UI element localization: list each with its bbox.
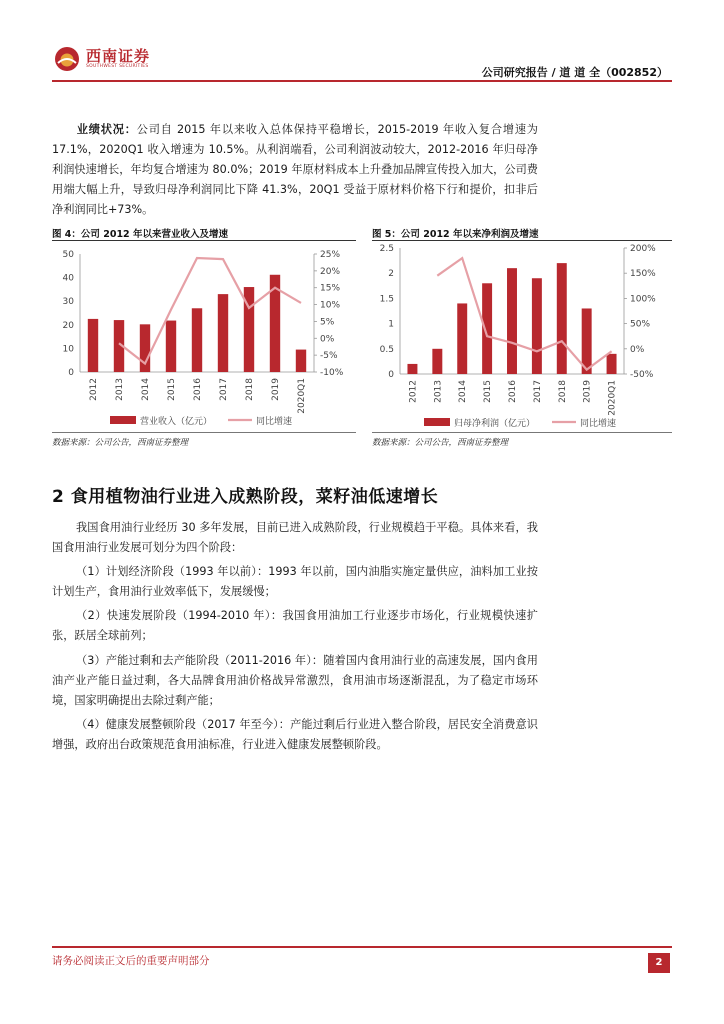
y-left-tick-label: 2 (388, 269, 394, 280)
y-right-tick-label: 15% (320, 283, 341, 294)
fig5-bottom-rule (372, 432, 672, 433)
y-right-tick-label: 200% (630, 244, 656, 254)
y-left-tick-label: 0 (68, 368, 74, 378)
section-paragraph-3: （2）快速发展阶段（1994-2010 年）：我国食用油加工行业逐步市场化，行业规模快速扩张，跃居全球前列； (52, 609, 538, 642)
y-right-tick-label: 0% (630, 344, 645, 355)
company-logo (54, 46, 150, 72)
y-right-tick-label: -10% (320, 368, 344, 378)
bar-2018 (557, 263, 567, 374)
section-heading: 2 食用植物油行业进入成熟阶段，菜籽油低速增长 (52, 487, 439, 507)
logo-name-en: SOUTHWEST SECURITIES (86, 64, 149, 69)
bar-2020Q1 (296, 350, 306, 372)
bar-2020Q1 (607, 354, 617, 374)
y-right-tick-label: 0% (320, 334, 335, 345)
legend-bar-swatch (424, 418, 450, 426)
y-left-tick-label: 50 (62, 250, 74, 260)
y-left-tick-label: 40 (62, 273, 74, 284)
performance-label: 业绩状况： (76, 123, 137, 136)
x-tick-label: 2017 (532, 380, 543, 403)
bar-2012 (407, 364, 417, 374)
fig5-top-rule (372, 240, 672, 241)
legend-line-label: 同比增速 (256, 417, 293, 427)
section-paragraph-5: （4）健康发展整顿阶段（2017 年至今）：产能过剩后行业进入整合阶段，居民安全消费意识增强，政府出台政策规范食用油标准，行业进入健康发展整顿阶段。 (52, 718, 538, 751)
y-left-tick-label: 0.5 (379, 344, 394, 355)
legend-bar-label: 归母净利润（亿元） (454, 419, 536, 429)
x-tick-label: 2013 (115, 378, 125, 401)
y-right-tick-label: 100% (630, 294, 656, 305)
bar-2016 (507, 268, 517, 374)
bar-2012 (88, 319, 98, 372)
net-profit-chart (372, 242, 672, 432)
fig4-title: 图 4：公司 2012 年以来营业收入及增速 (52, 229, 228, 240)
page-number: 2 (648, 953, 670, 973)
bar-2017 (532, 278, 542, 374)
y-right-tick-label: -5% (320, 351, 338, 362)
section-paragraph-4: （3）产能过剩和去产能阶段（2011-2016 年）：随着国内食用油行业的高速发展，国内食用油产业产能日益过剩，各大品牌食用油价格战异常激烈，食用油市场逐渐混乱，为了稳定市场环境，国家明确提出去除过剩产能； (52, 654, 538, 707)
x-tick-label: 2016 (193, 378, 203, 401)
y-left-tick-label: 10 (62, 344, 74, 355)
y-left-tick-label: 0 (388, 370, 394, 380)
y-right-tick-label: 10% (320, 300, 341, 311)
x-tick-label: 2020Q1 (297, 378, 307, 414)
x-tick-label: 2017 (219, 378, 229, 401)
bar-2017 (218, 294, 228, 372)
y-left-tick-label: 20 (62, 320, 74, 331)
x-tick-label: 2012 (408, 380, 419, 403)
revenue-chart (52, 242, 358, 432)
report-title: 公司研究报告 / 道 道 全（002852） (481, 66, 668, 79)
x-tick-label: 2015 (167, 378, 177, 401)
section-paragraph-1: 我国食用油行业经历 30 多年发展，目前已进入成熟阶段，行业规模趋于平稳。具体来看，我国食用油行业发展可划分为四个阶段： (52, 521, 538, 554)
footer-disclaimer: 请务必阅读正文后的重要声明部分 (52, 955, 210, 967)
x-tick-label: 2018 (245, 378, 255, 401)
bar-2013 (432, 349, 442, 374)
logo-emblem-icon (54, 46, 80, 72)
bar-2014 (457, 303, 467, 374)
y-left-tick-label: 30 (62, 297, 74, 308)
fig4-top-rule (52, 240, 356, 241)
y-right-tick-label: 50% (630, 319, 651, 330)
x-tick-label: 2018 (557, 380, 568, 403)
legend-bar-label: 营业收入（亿元） (140, 417, 213, 427)
y-right-tick-label: 25% (320, 250, 341, 260)
fig4-source: 数据来源：公司公告，西南证券整理 (52, 438, 189, 448)
x-tick-label: 2014 (458, 380, 469, 403)
legend-bar-swatch (110, 416, 136, 424)
x-tick-label: 2012 (89, 378, 99, 401)
y-right-tick-label: 20% (320, 266, 341, 277)
bar-2015 (166, 321, 176, 372)
bar-2016 (192, 308, 202, 372)
x-tick-label: 2014 (141, 378, 151, 401)
fig5-source: 数据来源：公司公告，西南证券整理 (372, 438, 509, 448)
x-tick-label: 2015 (483, 380, 494, 403)
legend-line-label: 同比增速 (580, 419, 617, 429)
header-divider (52, 80, 672, 82)
y-left-tick-label: 2.5 (379, 244, 394, 254)
performance-paragraph (52, 120, 538, 220)
y-right-tick-label: 150% (630, 269, 656, 280)
x-tick-label: 2016 (508, 380, 518, 403)
fig5-title: 图 5：公司 2012 年以来净利润及增速 (372, 229, 539, 240)
x-tick-label: 2020Q1 (607, 380, 618, 416)
logo-name-cn: 西南证券 (86, 47, 151, 65)
x-tick-label: 2019 (582, 380, 593, 403)
footer-divider (52, 946, 672, 948)
x-tick-label: 2013 (433, 380, 444, 403)
y-right-tick-label: -50% (630, 370, 654, 380)
section-paragraph-2: （1）计划经济阶段（1993 年以前）：1993 年以前，国内油脂实施定量供应，油料加工业按计划生产，食用油行业效率低下，发展缓慢； (52, 565, 538, 598)
y-right-tick-label: 5% (320, 317, 335, 328)
y-left-tick-label: 1.5 (379, 294, 394, 305)
x-tick-label: 2019 (271, 378, 281, 401)
y-left-tick-label: 1 (388, 319, 394, 330)
fig4-bottom-rule (52, 432, 356, 433)
performance-text: 公司自 2015 年以来收入总体保持平稳增长，2015-2019 年收入复合增速为 17.1%，2020Q1 收入增速为 10.5%。从利润端看，公司利润波动较大，2012-2016 年归母净利润快速增长，年均复合增速为 80.0%；2019 年原材料成本上升叠加品牌宣传投入加大，公司费用端大幅上升，导致归母净利润同比下降 41.3%，20Q1 受益于原材料价格下行和提价，扣非后净利润同比+73%。 (52, 123, 538, 216)
